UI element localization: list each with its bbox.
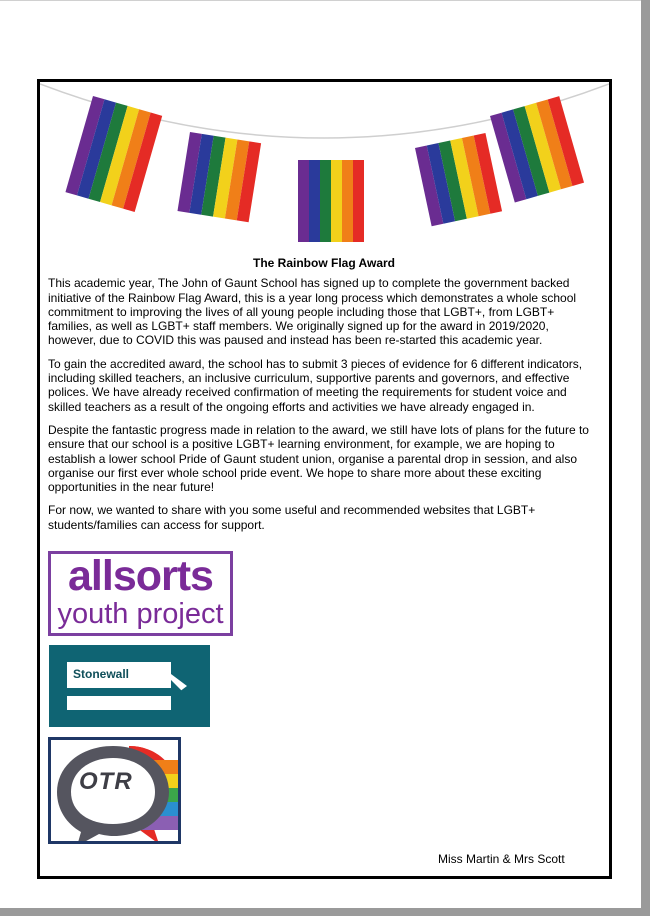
article-title: The Rainbow Flag Award	[252, 256, 395, 270]
rainbow-bunting-image	[40, 82, 609, 252]
page-shadow-right	[641, 0, 650, 916]
stonewall-logo-text: Stonewall	[73, 667, 130, 681]
bunting-flag-4	[415, 133, 502, 226]
stonewall-logo[interactable]	[49, 645, 210, 727]
bunting-flag-5	[490, 96, 584, 202]
bunting-flag-2	[177, 132, 261, 222]
allsorts-logo-subtitle: youth project	[57, 598, 224, 630]
page-edge-top	[0, 0, 641, 1]
bunting-flag-3	[298, 160, 364, 242]
newsletter-frame	[37, 79, 612, 879]
otr-logo[interactable]	[48, 737, 181, 844]
article-paragraph: Despite the fantastic progress made in relation to the award, we still have lots of plans for the future to ensure that our school is a positive LGBT+ learning environment, for example, we are hoping to establish a lower school Pride of Gaunt student union, organise a parental drop in session, and also organise our first ever whole school pride event. We hope to share more about these exciting opportunities in the near future!	[48, 422, 589, 495]
signature: Miss Martin & Mrs Scott	[438, 852, 565, 866]
page-shadow-bottom	[0, 908, 650, 916]
article-body	[48, 256, 600, 541]
article-paragraph: To gain the accredited award, the school has to submit 3 pieces of evidence for 6 different indicators, including skilled teachers, an inclusive curriculum, supportive parents and governors, and effective polices. We have already received confirmation of meeting the requirements for student voice and skilled teachers as a result of the ongoing efforts and activities we have already engaged in.	[48, 356, 583, 414]
bunting-flag-1	[65, 96, 162, 212]
otr-logo-text: OTR	[79, 768, 133, 795]
allsorts-logo-text: allsorts	[68, 552, 213, 600]
article-paragraph: This academic year, The John of Gaunt School has signed up to complete the government backed initiative of the Rainbow Flag Award, this is a year long process which demonstrates a whole school commitment to improving the lives of all young people including those that LGBT+, from LGBT+ families, as well as LGBT+ staff members. We originally signed up for the award in 2019/2020, however, due to COVID this was paused and instead has been re-started this academic year.	[48, 276, 577, 348]
allsorts-youth-project-logo[interactable]	[48, 551, 233, 636]
article-paragraph: For now, we wanted to share with you some useful and recommended websites that LGBT+ students/families can access for support.	[48, 503, 536, 532]
